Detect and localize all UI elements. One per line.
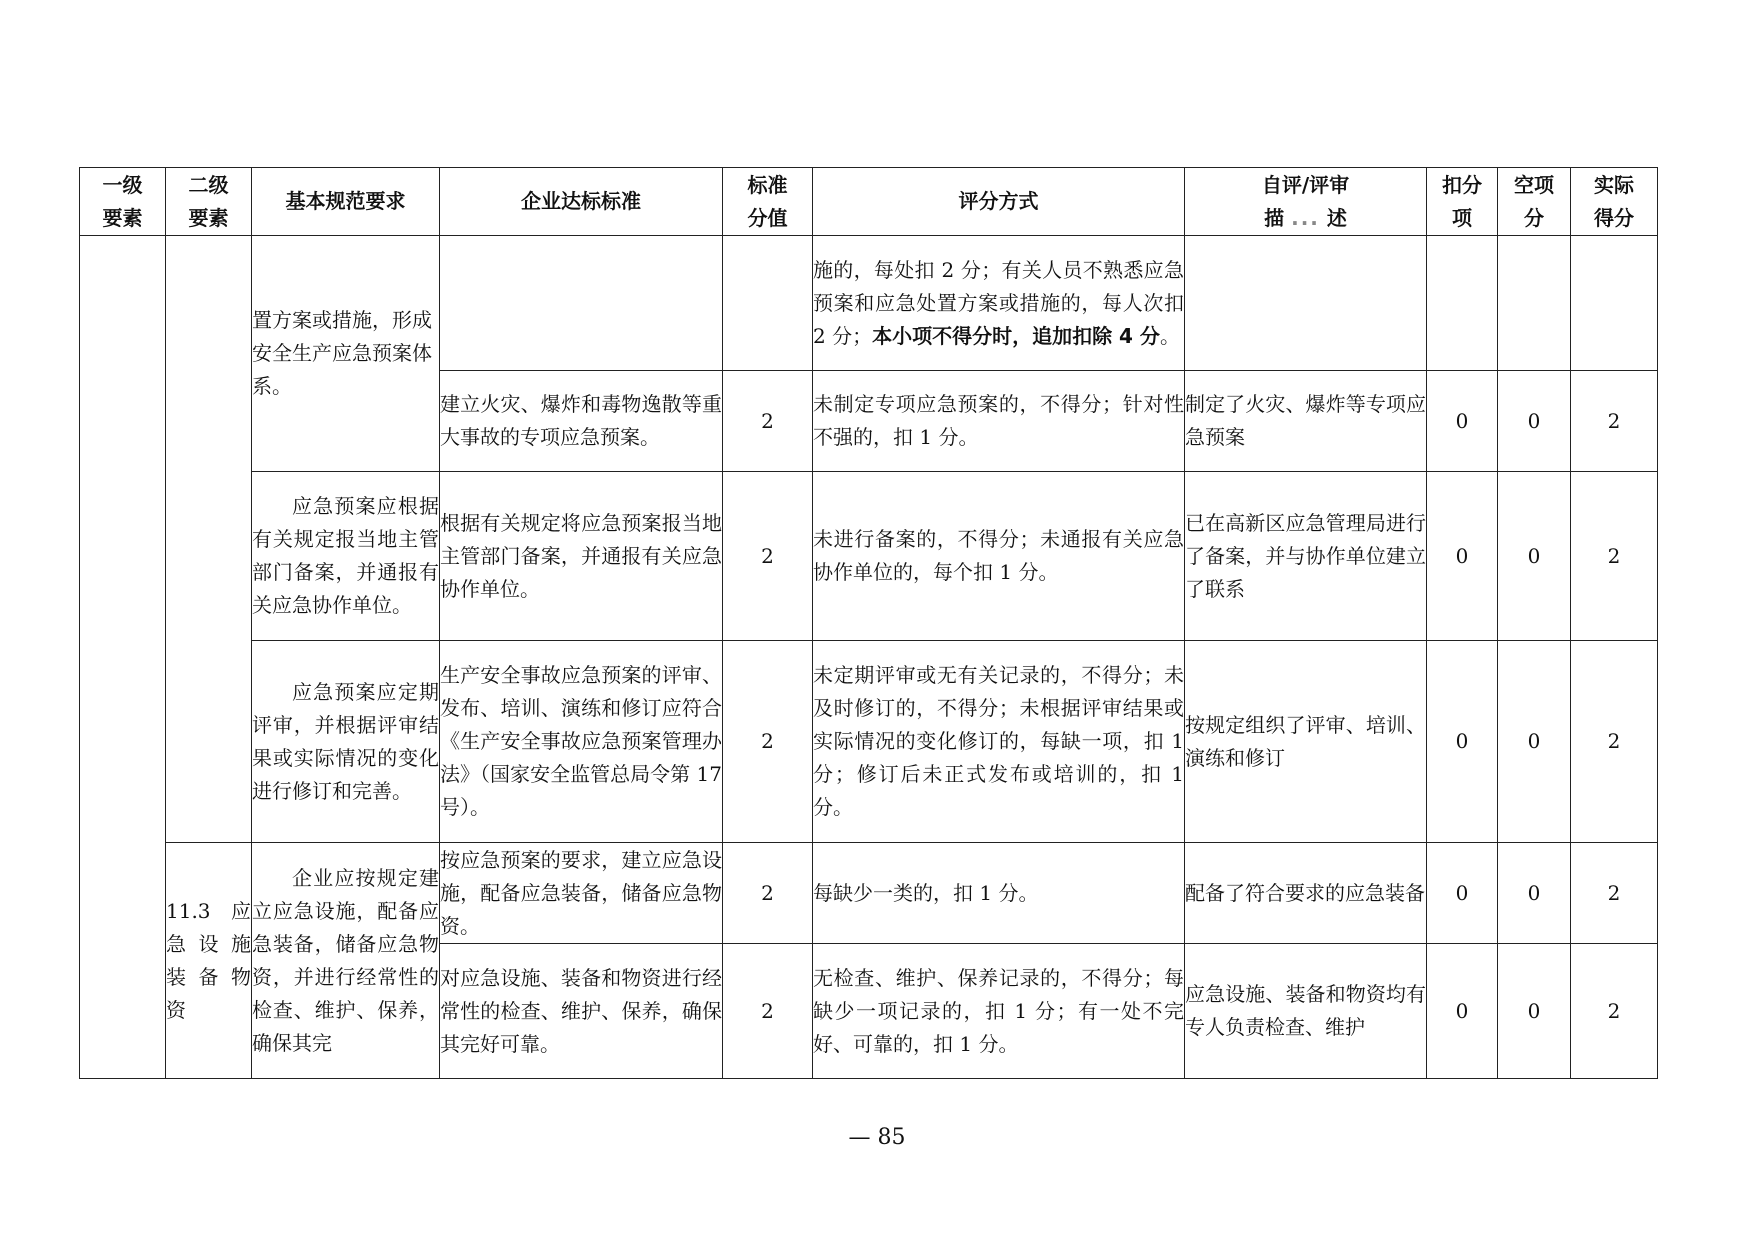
header-deduction: 扣分 项 <box>1427 168 1498 236</box>
header-level2: 二级 要素 <box>166 168 252 236</box>
score-cell: 2 <box>723 944 813 1079</box>
level2-cell: 11.3 应 急 设 施 装 备 物资 <box>166 843 252 1079</box>
scoring-cell: 每缺少一类的，扣 1 分。 <box>813 843 1185 944</box>
bold-penalty-text: 本小项不得分时，追加扣除 4 分 <box>872 323 1160 348</box>
basic-requirement-cell: 置方案或措施，形成安全生产应急预案体系。 <box>252 236 440 472</box>
scoring-cell: 未定期评审或无有关记录的，不得分；未及时修订的，不得分；未根据评审结果或实际情况的变化修订的，每缺一项，扣 1 分；修订后未正式发布或培训的，扣 1 分。 <box>813 641 1185 843</box>
header-row <box>80 168 1658 236</box>
description-cell: 已在高新区应急管理局进行了备案，并与协作单位建立了联系 <box>1185 472 1427 641</box>
score-cell: 2 <box>723 371 813 472</box>
description-cell: 配备了符合要求的应急装备 <box>1185 843 1427 944</box>
table-row <box>80 843 1658 944</box>
empty-cell <box>1498 236 1571 371</box>
standard-cell: 建立火灾、爆炸和毒物逸散等重大事故的专项应急预案。 <box>440 371 723 472</box>
score-cell: 2 <box>723 472 813 641</box>
scoring-cell: 无检查、维护、保养记录的，不得分；每缺少一项记录的，扣 1 分；有一处不完好、可靠的，扣 1 分。 <box>813 944 1185 1079</box>
actual-cell: 2 <box>1571 944 1658 1079</box>
empty-cell: 0 <box>1498 944 1571 1079</box>
score-cell: 2 <box>723 843 813 944</box>
basic-requirement-cell: 应急预案应根据有关规定报当地主管部门备案，并通报有关应急协作单位。 <box>252 472 440 641</box>
actual-cell: 2 <box>1571 641 1658 843</box>
evaluation-table <box>79 167 1658 1079</box>
actual-cell: 2 <box>1571 472 1658 641</box>
standard-cell: 生产安全事故应急预案的评审、发布、培训、演练和修订应符合《生产安全事故应急预案管理办法》（国家安全监管总局令第 17 号）。 <box>440 641 723 843</box>
deduct-cell: 0 <box>1427 641 1498 843</box>
scoring-cell: 施的，每处扣 2 分；有关人员不熟悉应急预案和应急处置方案或措施的，每人次扣 2 分；本小项不得分时，追加扣除 4 分。 <box>813 236 1185 371</box>
header-enterprise-standard: 企业达标标准 <box>440 168 723 236</box>
scoring-cell: 未制定专项应急预案的，不得分；针对性不强的，扣 1 分。 <box>813 371 1185 472</box>
standard-cell <box>440 236 723 371</box>
actual-cell: 2 <box>1571 843 1658 944</box>
empty-cell: 0 <box>1498 472 1571 641</box>
scoring-cell: 未进行备案的，不得分；未通报有关应急协作单位的，每个扣 1 分。 <box>813 472 1185 641</box>
standard-cell: 对应急设施、装备和物资进行经常性的检查、维护、保养，确保其完好可靠。 <box>440 944 723 1079</box>
score-cell <box>723 236 813 371</box>
score-cell: 2 <box>723 641 813 843</box>
header-empty-score: 空项 分 <box>1498 168 1571 236</box>
header-actual-score: 实际 得分 <box>1571 168 1658 236</box>
level2-cell <box>166 236 252 843</box>
table-row <box>80 236 1658 371</box>
basic-requirement-cell: 企业应按规定建立应急设施，配备应急装备，储备应急物资，并进行经常性的检查、维护、保养，确保其完 <box>252 843 440 1079</box>
actual-cell: 2 <box>1571 371 1658 472</box>
basic-requirement-cell: 应急预案应定期评审，并根据评审结果或实际情况的变化进行修订和完善。 <box>252 641 440 843</box>
deduct-cell: 0 <box>1427 944 1498 1079</box>
deduct-cell: 0 <box>1427 843 1498 944</box>
empty-cell: 0 <box>1498 641 1571 843</box>
level1-cell <box>80 236 166 1079</box>
description-cell <box>1185 236 1427 371</box>
description-cell: 按规定组织了评审、培训、演练和修订 <box>1185 641 1427 843</box>
deduct-cell: 0 <box>1427 371 1498 472</box>
standard-cell: 根据有关规定将应急预案报当地主管部门备案，并通报有关应急协作单位。 <box>440 472 723 641</box>
empty-cell: 0 <box>1498 371 1571 472</box>
deduct-cell: 0 <box>1427 472 1498 641</box>
table-row <box>80 472 1658 641</box>
description-cell: 制定了火灾、爆炸等专项应急预案 <box>1185 371 1427 472</box>
header-self-review-description: 自评/评审 描 ... 述 <box>1185 168 1427 236</box>
table-row <box>80 641 1658 843</box>
deduct-cell <box>1427 236 1498 371</box>
description-cell: 应急设施、装备和物资均有专人负责检查、维护 <box>1185 944 1427 1079</box>
header-basic-requirement: 基本规范要求 <box>252 168 440 236</box>
empty-cell: 0 <box>1498 843 1571 944</box>
standard-cell: 按应急预案的要求，建立应急设施，配备应急装备，储备应急物资。 <box>440 843 723 944</box>
header-standard-score: 标准 分值 <box>723 168 813 236</box>
page-number: — 85 <box>848 1125 906 1150</box>
actual-cell <box>1571 236 1658 371</box>
header-scoring-method: 评分方式 <box>813 168 1185 236</box>
header-level1: 一级 要素 <box>80 168 166 236</box>
